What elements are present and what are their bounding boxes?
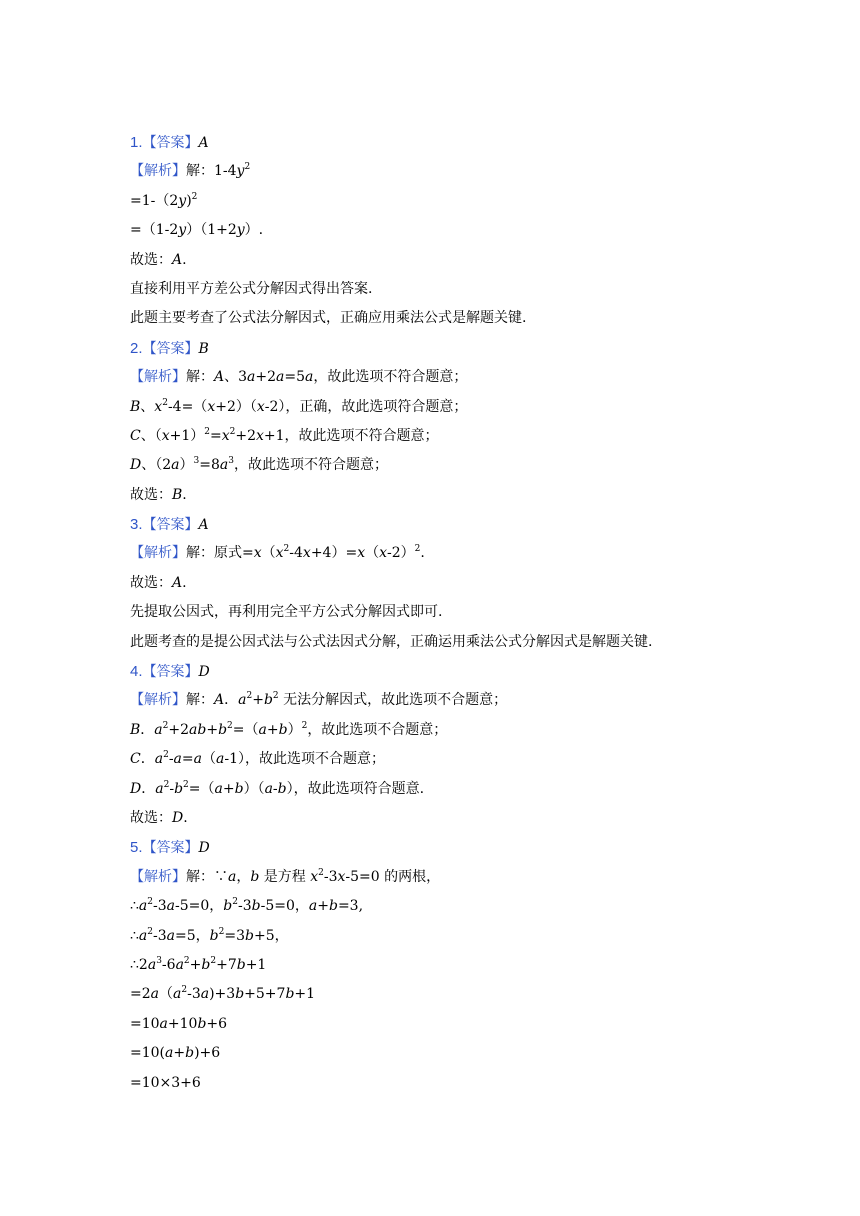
q5-premise: 【解析】解：∵a，b 是方程 $x^2-3x-5=0$ 的两根， [130,867,441,885]
q1-solve-prefix: 解： [186,163,214,180]
q4-option-a: 【解析】解：A．$a^2+b^2$ 无法分解因式，故此选项不合题意； [130,691,508,709]
q3-choose: 故选：A. [130,574,187,591]
analysis-tag: 【解析】 [130,369,186,386]
q2-answer-heading [130,334,830,363]
q1-comment: 此题主要考查了公式法分解因式，正确应用乘法公式是解题关键. [130,310,527,327]
q3-method: 先提取公因式，再利用完全平方公式分解因式即可. [130,604,443,621]
answer-tag: 【答案】 [142,340,199,357]
q4-option-c: C．$a^2-a=a(a-1)$，故此选项不合题意； [130,750,385,768]
q1-method: 直接利用平方差公式分解因式得出答案. [130,280,373,297]
q5-step-5: =10a+10b+6 [130,1015,228,1032]
q5-step-6: =10(a+b)+6 [130,1045,221,1062]
q2-number: 2. [130,339,143,357]
q4-answer-heading [130,657,830,686]
analysis-tag: 【解析】 [130,163,186,180]
q4-choose: 故选：D. [130,809,188,826]
q2-choose: 故选：B. [130,486,187,503]
analysis-tag: 【解析】 [130,692,186,709]
q3-answer-heading [130,510,830,539]
q1-expr1: $1-4y^2$ [214,162,251,180]
q2-option-d: D、$(2a)^3=8a^3$，故此选项不符合题意； [130,456,388,474]
q5-step-4: $=2a(a^2-3a)+3b+5+7b+1$ [130,985,316,1003]
q2-option-a: 【解析】解：A、3a+2a=5a，故此选项不符合题意； [130,369,468,386]
q1-analysis-line [130,157,830,186]
q2-option-c: C、$(x+1)^2=x^2+2x+1$，故此选项不符合题意； [130,426,439,444]
analysis-tag: 【解析】 [130,868,186,885]
q4-option-b: B．$a^2+2ab+b^2=(a+b)^2$，故此选项不合题意； [130,720,448,738]
answer-tag: 【答案】 [142,664,199,681]
q1-step-2: =1-（2y)$^2$ [130,191,198,209]
q3-number: 3. [130,516,143,534]
q2-answer-letter: B [198,340,209,357]
q5-step-2: $\therefore a^2-3a=5$，$b^2=3b+5$， [130,926,289,944]
q5-step-3: $\therefore 2a^3-6a^2+b^2+7b+1$ [130,955,267,973]
answer-tag: 【答案】 [142,135,199,151]
answer-document [130,128,830,1098]
q5-number: 5. [130,839,143,857]
analysis-tag: 【解析】 [130,545,186,562]
answer-tag: 【答案】 [142,517,199,534]
q4-option-d: D．$a^2-b^2=(a+b)(a-b)$，故此选项符合题意. [130,779,425,797]
q1-number: 1. [130,134,143,151]
q5-answer-heading [130,833,830,862]
q1-choose: 故选：A. [130,251,187,268]
q4-number: 4. [130,663,143,681]
q2-option-b: B、$x^2-4=(x+2)(x-2)$，正确，故此选项符合题意； [130,397,468,415]
q3-comment: 此题考查的是提公因式法与公式法因式分解，正确运用乘法公式分解因式是解题关键. [130,633,653,650]
q3-solution: 【解析】解：原式$=x(x^2-4x+4)=x(x-2)^2$. [130,544,425,562]
q3-answer-letter: A [198,517,209,534]
q5-step-1: $\therefore a^2-3a-5=0$，$b^2-3b-5=0$，a+b=3, [130,897,364,915]
q5-answer-letter: D [198,840,210,857]
q1-answer-letter: A [198,135,209,151]
q5-step-7: =10×3+6 [130,1074,201,1091]
q1-answer-heading [130,128,830,157]
q4-answer-letter: D [198,664,210,681]
q1-step-3: =（1-2y）（1+2y）. [130,222,264,239]
answer-tag: 【答案】 [142,840,199,857]
